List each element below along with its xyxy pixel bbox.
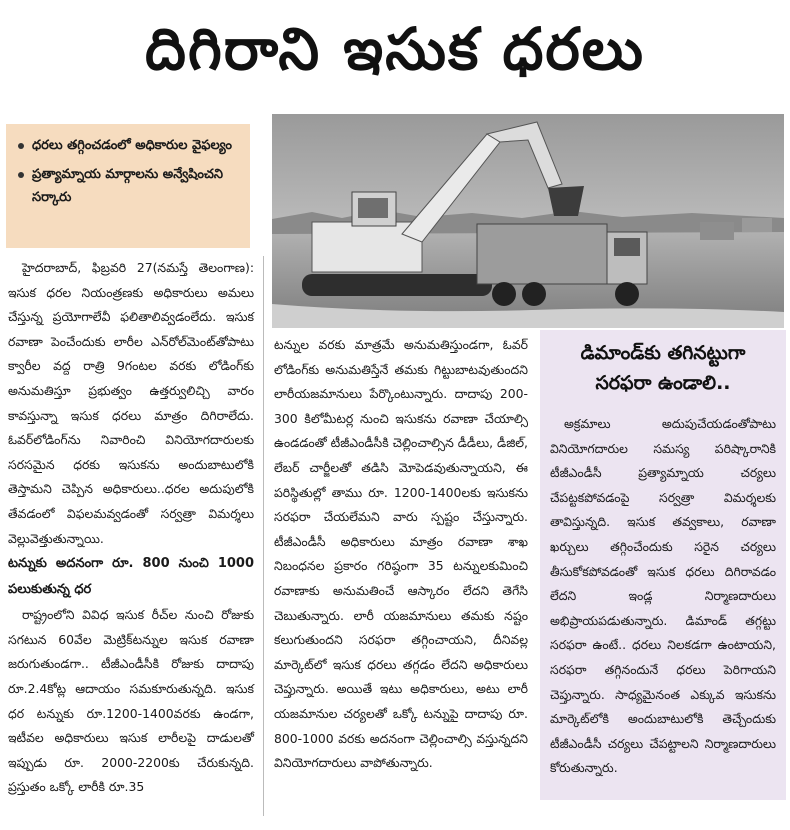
article-paragraph: అక్రమాలు అదుపుచేయడంతోపాటు వినియోగదారుల సమస్య పరిష్కారానికి టీజీఎండీసీ ప్రత్యామ్నాయ చర్యలు చేపట్టకపోవడంపై సర్వత్రా విమర్శలకు తావిస్తున్నది. ఇసుక తవ్వకాలు, రవాణా ఖర్చులు తగ్గించేందుకు సరైన చర్యలు తీసుకోకపోవడంతో ఇసుక ధరలు దిగిరావడం లేదని ఇండ్ల నిర్మాణదారులు అభిప్రాయపడుతున్నారు. డిమాండ్ తగ్గట్టు సరఫరా ఉంటే.. ధరలు నిలకడగా ఉంటాయని, సరఫరా తగ్గినందునే ధరలు పెరిగాయని చెప్తున్నారు. సాధ్యమైనంత ఎక్కువ ఇసుకను మార్కెట్‌లోకి అందుబాటులోకి తెచ్చేందుకు టీజీఎండీసీ చర్యలు చేపట్టాలని నిర్మాణదారులు కోరుతున్నారు. bbox=[550, 416, 776, 776]
article-column-2 bbox=[274, 333, 528, 776]
article-column-1 bbox=[8, 256, 254, 800]
sidebar-box-body bbox=[550, 412, 776, 781]
article-paragraph: హైదరాబాద్, ఫిబ్రవరి 27(నమస్తే తెలంగాణ): ఇసుక ధరల నియంత్రణకు అధికారులు అమలు చేస్తున్న ప్రయోగాలేవీ ఫలితాలివ్వడంలేదు. ఇసుక రవాణా పెంచేందుకు లారీల ఎన్‌రోల్‌మెంట్‌తోపాటు క్వారీల వద్ద రాత్రి 9గంటల వరకు లోడింగ్‌కు అనుమతిస్తూ ప్రభుత్వం ఉత్తర్వులిచ్చి వారం కావస్తున్నా ఇసుక ధరలు మాత్రం దిగిరాలేదు. ఓవర్‌లోడింగ్‌ను నివారించి వినియోగదారులకు సరసమైన ధరకు ఇసుకను అందుబాటులోకి తెస్తామని చెప్పిన అధికారులు..ధరల అదుపులోకి తేవడంలో విఫలమవ్వడంతో సర్వత్రా విమర్శలు వెల్లువెత్తుతున్నాయి. bbox=[8, 260, 254, 546]
article-subhead: టన్నుకు అదనంగా రూ. 800 నుంచి 1000 పలుకుతున్న ధర bbox=[8, 556, 254, 598]
sidebar-box-title: డిమాండ్‌కు తగినట్టుగా సరఫరా ఉండాలి.. bbox=[580, 342, 746, 394]
highlight-item: ప్రత్యామ్నాయ మార్గాలను అన్వేషించని సర్కారు bbox=[18, 163, 242, 209]
headline: దిగిరాని ఇసుక ధరలు bbox=[145, 14, 645, 83]
highlights-box bbox=[6, 124, 250, 248]
excavator-loading-truck-photo bbox=[272, 114, 784, 328]
article-paragraph: టన్నుల వరకు మాత్రమే అనుమతిస్తుండగా, ఓవర్ లోడింగ్‌కు అనుమతిస్తేనే తమకు గిట్టుబాటవుతుందని లారీయజమానులు పేర్కొంటున్నారు. దాదాపు 200-300 కిలోమీటర్ల నుంచి ఇసుకను రవాణా చేయాల్సి ఉండడంతో టీజీఎండీసీకి చెల్లించాల్సిన డీడీలు, డీజిల్, లేబర్ చార్జీలతో తడిసి మోపెడవుతున్నాయని, ఈ పరిస్థితుల్లో తాము రూ. 1200-1400లకు ఇసుకను సరఫరా చేయలేమని వారు స్పష్టం చేస్తున్నారు. టీజీఎండీసీ అధికారులు మాత్రం రవాణా శాఖ నిబంధనల ప్రకారం గరిష్ఠంగా 35 టన్నులకుమించి రవాణాకు అనుమతించే ఆస్కారం లేదని తెగేసి చెబుతున్నారు. లారీ యజమానులు తమకు నష్టం కలుగుతుందని సరఫరా తగ్గించాయని, దీనివల్ల మార్కెట్‌లో ఇసుక ధరలు తగ్గడం లేదని అధికారులు చెప్తున్నారు. అయితే ఇటు అధికారులు, అటు లారీ యజమానుల చర్యలతో ఒక్కో టన్నుపై దాదాపు రూ. 800-1000 వరకు అదనంగా చెల్లించాల్సి వస్తున్నదని వినియోగదారులు వాపోతున్నారు. bbox=[274, 337, 528, 771]
column-divider bbox=[263, 256, 264, 816]
article-paragraph: రాష్ట్రంలోని వివిధ ఇసుక రీచ్‌ల నుంచి రోజుకు సగటున 60వేల మెట్రిక్‌టన్నుల ఇసుక రవాణా జరుగుతుండగా.. టీజీఎండీసీకి రోజుకు దాదాపు రూ.2.4కోట్ల ఆదాయం సమకూరుతున్నది. ఇసుక ధర టన్నుకు రూ.1200-1400వరకు ఉండగా, ఇటీవల అధికారులు ఇసుక లారీలపై దాడులతో ఇప్పుడు రూ. 2000-2200కు చేరుకున్నది. ప్రస్తుతం ఒక్కో లారీకి రూ.35 bbox=[8, 607, 254, 795]
highlight-item: ధరలు తగ్గించడంలో అధికారుల వైఫల్యం bbox=[18, 134, 242, 157]
sidebar-box bbox=[540, 330, 786, 800]
